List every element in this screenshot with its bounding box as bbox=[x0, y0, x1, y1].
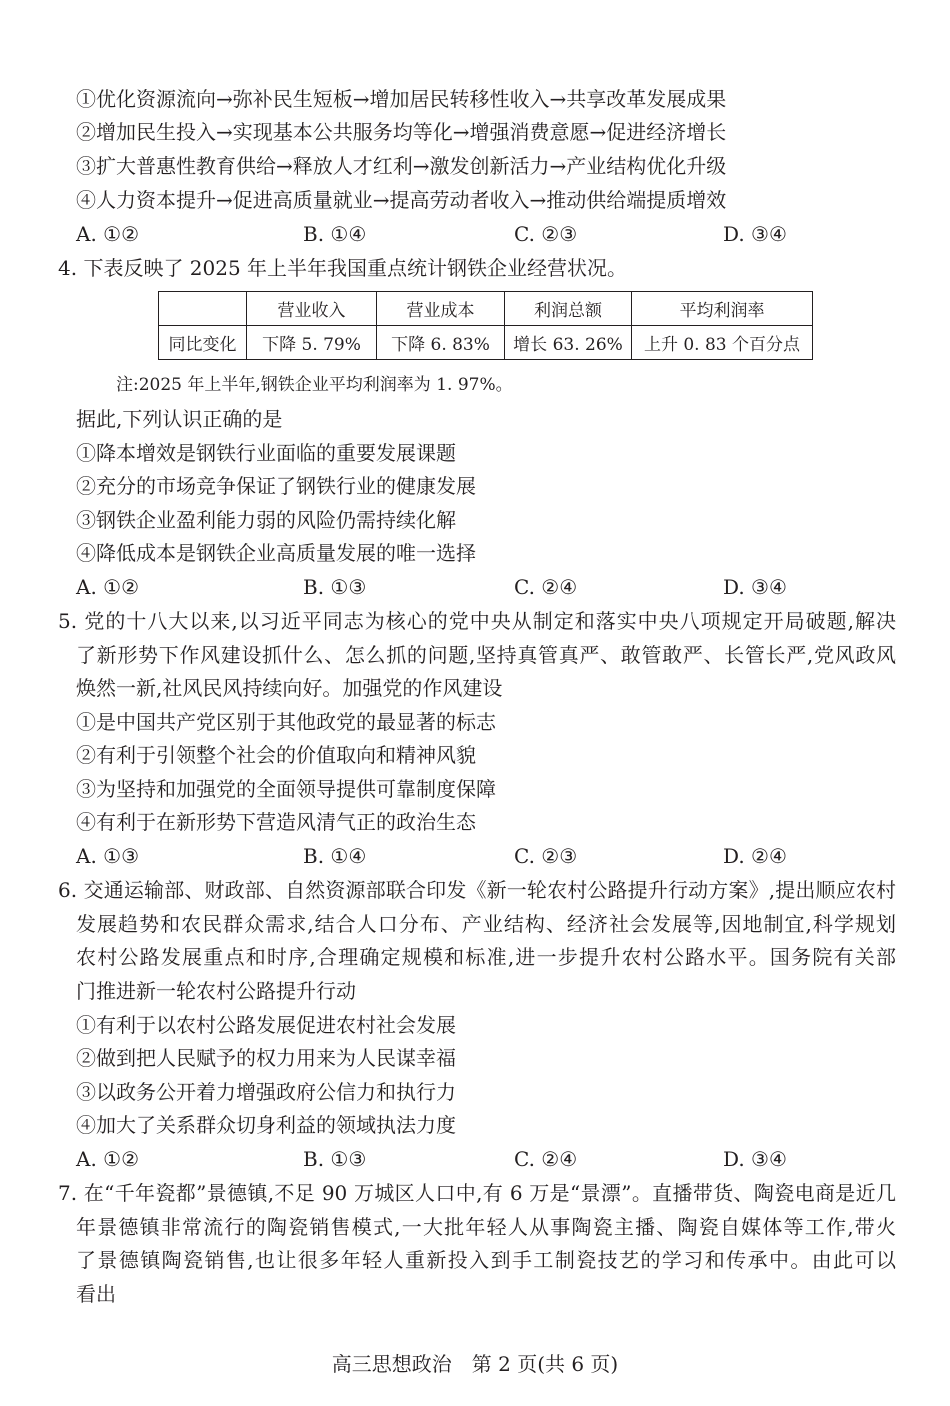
q4-choices bbox=[76, 573, 906, 601]
table-cell: 上升 0. 83 个百分点 bbox=[632, 326, 813, 360]
q5-choice-c[interactable]: C. ②③ bbox=[514, 844, 578, 868]
table-row bbox=[159, 326, 813, 360]
q3-option-3: ③扩大普惠性教育供给→释放人才红利→激发创新活力→产业结构优化升级 bbox=[76, 154, 727, 178]
q5-stem-line-3: 焕然一新,社风民风持续向好。加强党的作风建设 bbox=[76, 676, 503, 700]
table-cell: 增长 63. 26% bbox=[505, 326, 632, 360]
q4-choice-b[interactable]: B. ①③ bbox=[303, 575, 367, 599]
table-cell: 下降 6. 83% bbox=[377, 326, 505, 360]
q4-choice-a[interactable]: A. ①② bbox=[76, 575, 140, 599]
table-header-cell bbox=[159, 292, 247, 326]
q4-table-note: 注:2025 年上半年,钢铁企业平均利润率为 1. 97%。 bbox=[116, 375, 513, 395]
q4-choice-c[interactable]: C. ②④ bbox=[514, 575, 578, 599]
q5-option-1: ①是中国共产党区别于其他政党的最显著的标志 bbox=[76, 710, 496, 734]
q4-stem: 4. 下表反映了 2025 年上半年我国重点统计钢铁企业经营状况。 bbox=[58, 256, 628, 280]
table-header-row bbox=[159, 292, 813, 326]
q6-option-3: ③以政务公开着力增强政府公信力和执行力 bbox=[76, 1080, 456, 1104]
q5-option-2: ②有利于引领整个社会的价值取向和精神风貌 bbox=[76, 743, 476, 767]
q4-ask: 据此,下列认识正确的是 bbox=[76, 407, 283, 431]
q4-option-4: ④降低成本是钢铁企业高质量发展的唯一选择 bbox=[76, 541, 476, 565]
q5-option-3: ③为坚持和加强党的全面领导提供可靠制度保障 bbox=[76, 777, 496, 801]
q6-option-4: ④加大了关系群众切身利益的领域执法力度 bbox=[76, 1113, 456, 1137]
q6-stem-line-3: 农村公路发展重点和时序,合理确定规模和标准,进一步提升农村公路水平。国务院有关部 bbox=[76, 945, 896, 969]
q6-choice-c[interactable]: C. ②④ bbox=[514, 1147, 578, 1171]
q3-choice-d[interactable]: D. ③④ bbox=[723, 222, 787, 246]
q5-option-4: ④有利于在新形势下营造风清气正的政治生态 bbox=[76, 810, 476, 834]
page-footer: 高三思想政治 第 2 页(共 6 页) bbox=[331, 1352, 619, 1376]
q5-choices bbox=[76, 842, 906, 870]
q3-option-2: ②增加民生投入→实现基本公共服务均等化→增强消费意愿→促进经济增长 bbox=[76, 120, 727, 144]
q6-stem-line-1: 6. 交通运输部、财政部、自然资源部联合印发《新一轮农村公路提升行动方案》,提出顺应农村 bbox=[58, 878, 896, 902]
q6-choices bbox=[76, 1145, 906, 1173]
table-header-cell: 营业收入 bbox=[247, 292, 377, 326]
q3-option-1: ①优化资源流向→弥补民生短板→增加居民转移性收入→共享改革发展成果 bbox=[76, 87, 727, 111]
q5-choice-d[interactable]: D. ②④ bbox=[723, 844, 787, 868]
q6-choice-d[interactable]: D. ③④ bbox=[723, 1147, 787, 1171]
q7-stem-line-4: 看出 bbox=[76, 1282, 116, 1306]
q3-choices bbox=[76, 220, 906, 248]
q3-option-4: ④人力资本提升→促进高质量就业→提高劳动者收入→推动供给端提质增效 bbox=[76, 188, 727, 212]
table-header-cell: 平均利润率 bbox=[632, 292, 813, 326]
q4-option-1: ①降本增效是钢铁行业面临的重要发展课题 bbox=[76, 441, 456, 465]
table-cell: 同比变化 bbox=[159, 326, 247, 360]
q4-option-2: ②充分的市场竞争保证了钢铁行业的健康发展 bbox=[76, 474, 476, 498]
q6-stem-line-4: 门推进新一轮农村公路提升行动 bbox=[76, 979, 356, 1003]
q6-choice-b[interactable]: B. ①③ bbox=[303, 1147, 367, 1171]
q3-choice-b[interactable]: B. ①④ bbox=[303, 222, 367, 246]
table-cell: 下降 5. 79% bbox=[247, 326, 377, 360]
table-header-cell: 利润总额 bbox=[505, 292, 632, 326]
q7-stem-line-3: 了景德镇陶瓷销售,也让很多年轻人重新投入到手工制瓷技艺的学习和传承中。由此可以 bbox=[76, 1248, 896, 1272]
q3-choice-a[interactable]: A. ①② bbox=[76, 222, 140, 246]
q5-choice-b[interactable]: B. ①④ bbox=[303, 844, 367, 868]
q4-option-3: ③钢铁企业盈利能力弱的风险仍需持续化解 bbox=[76, 508, 456, 532]
q5-stem-line-2: 了新形势下作风建设抓什么、怎么抓的问题,坚持真管真严、敢管敢严、长管长严,党风政风 bbox=[76, 643, 896, 667]
q6-choice-a[interactable]: A. ①② bbox=[76, 1147, 140, 1171]
table-header-cell: 营业成本 bbox=[377, 292, 505, 326]
q4-data-table bbox=[158, 291, 813, 360]
q6-stem-line-2: 发展趋势和农民群众需求,结合人口分布、产业结构、经济社会发展等,因地制宜,科学规划 bbox=[76, 912, 896, 936]
q7-stem-line-2: 年景德镇非常流行的陶瓷销售模式,一大批年轻人从事陶瓷主播、陶瓷自媒体等工作,带火 bbox=[76, 1215, 896, 1239]
q7-stem-line-1: 7. 在“千年瓷都”景德镇,不足 90 万城区人口中,有 6 万是“景漂”。直播带货、陶瓷电商是近几 bbox=[58, 1181, 896, 1205]
q6-option-1: ①有利于以农村公路发展促进农村社会发展 bbox=[76, 1013, 456, 1037]
q5-choice-a[interactable]: A. ①③ bbox=[76, 844, 140, 868]
q6-option-2: ②做到把人民赋予的权力用来为人民谋幸福 bbox=[76, 1046, 456, 1070]
q3-choice-c[interactable]: C. ②③ bbox=[514, 222, 578, 246]
q5-stem-line-1: 5. 党的十八大以来,以习近平同志为核心的党中央从制定和落实中央八项规定开局破题,解决 bbox=[58, 609, 896, 633]
q4-choice-d[interactable]: D. ③④ bbox=[723, 575, 787, 599]
